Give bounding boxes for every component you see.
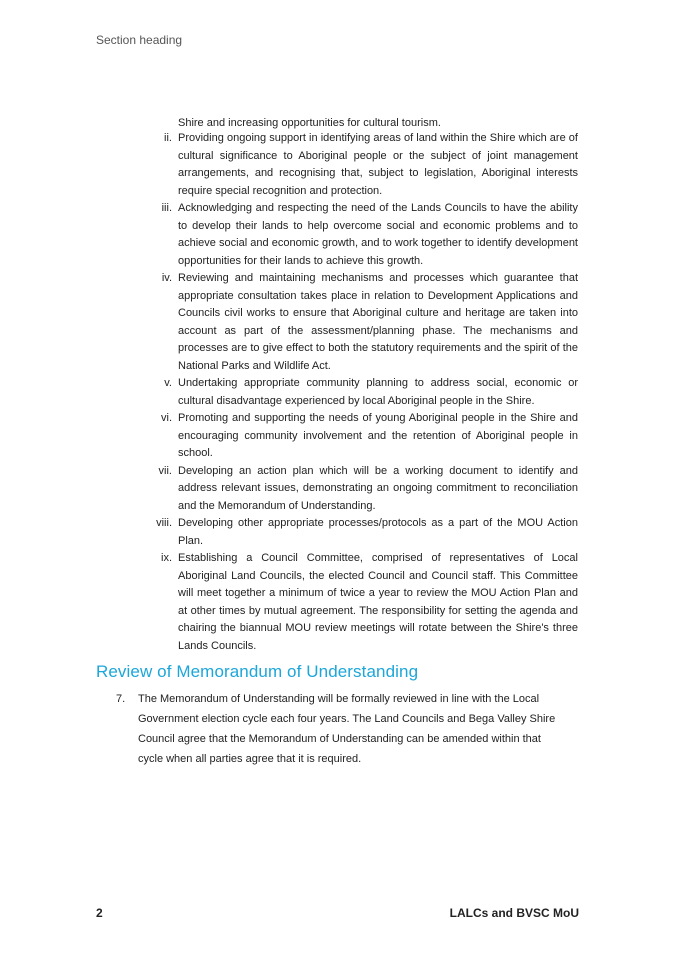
list-item-text: Reviewing and maintaining mechanisms and processes which guarantee that appropriate consultation takes place in relation to Development Applications and Councils civil works to ensure that Aboriginal culture and heritage are taken into account as part of the assessment/planning phase. The mechanisms and processes are to give effect to both the statutory requirements and the spirit of the National Parks and Wildlife Act. [178,272,578,372]
list-item-number: vi. [161,412,172,424]
list-item-text: Providing ongoing support in identifying areas of land within the Shire which are of cultural significance to Aboriginal people or the subject of joint management arrangements, and recognising that, subject to legislation, Aboriginal interests require special recognition and protection. [178,132,578,197]
list-item [140,270,578,375]
list-item [140,515,578,550]
list-item-number: v. [164,377,172,389]
list-item [140,375,578,410]
review-paragraph [116,689,566,769]
list-continuation-text: Shire and increasing opportunities for cultural tourism. [178,117,441,129]
paragraph-text: The Memorandum of Understanding will be formally reviewed in line with the Local Government election cycle each four years. The Land Councils and Bega Valley Shire Council agree that the Memorandum of Understanding can be amended within that cycle when all parties agree that it is required. [138,693,556,765]
list-item-number: ii. [164,132,172,144]
list-item-text: Developing other appropriate processes/protocols as a part of the MOU Action Plan. [178,517,578,547]
list-item-number: viii. [156,517,172,529]
list-item-text: Undertaking appropriate community planning to address social, economic or cultural disadvantage experienced by local Aboriginal people in the Shire. [178,377,578,407]
list-item-number: vii. [158,464,172,477]
list-item-text: Establishing a Council Committee, comprised of representatives of Local Aboriginal Land Councils, the elected Council and Council staff. This Committee will meet together a minimum of twice a year to review the MOU Action Plan and at other times by mutual agreement. The responsibility for setting the agenda and chairing the biannual MOU review meetings will rotate between the Shire's three Lands Councils. [178,552,578,652]
list-item-number: ix. [161,552,172,564]
list-item [140,463,578,516]
list-item-text: Promoting and supporting the needs of young Aboriginal people in the Shire and encouraging community involvement and the retention of Aboriginal people in school. [178,412,578,459]
list-item [140,200,578,270]
list-item [140,550,578,655]
list-item [140,130,578,200]
section-heading: Section heading [96,33,183,47]
list-item [140,410,578,463]
paragraph-number: 7. [116,693,126,705]
list-item-text: Developing an action plan which will be a working document to identify and address relevant issues, demonstrating an ongoing commitment to reconciliation and the Memorandum of Understanding. [178,464,578,512]
list-item-number: iv. [161,272,172,284]
document-title: LALCs and BVSC MoU [449,906,579,920]
list-item-number: iii. [161,202,172,214]
list-item-text: Acknowledging and respecting the need of the Lands Councils to have the ability to develop their lands to help overcome social and economic problems and to achieve social and economic growth, and to work together to identify development opportunities for their lands to achieve this growth. [178,202,578,267]
numbered-list [140,130,578,655]
page-number: 2 [96,906,103,920]
section-title: Review of Memorandum of Understanding [96,662,419,681]
